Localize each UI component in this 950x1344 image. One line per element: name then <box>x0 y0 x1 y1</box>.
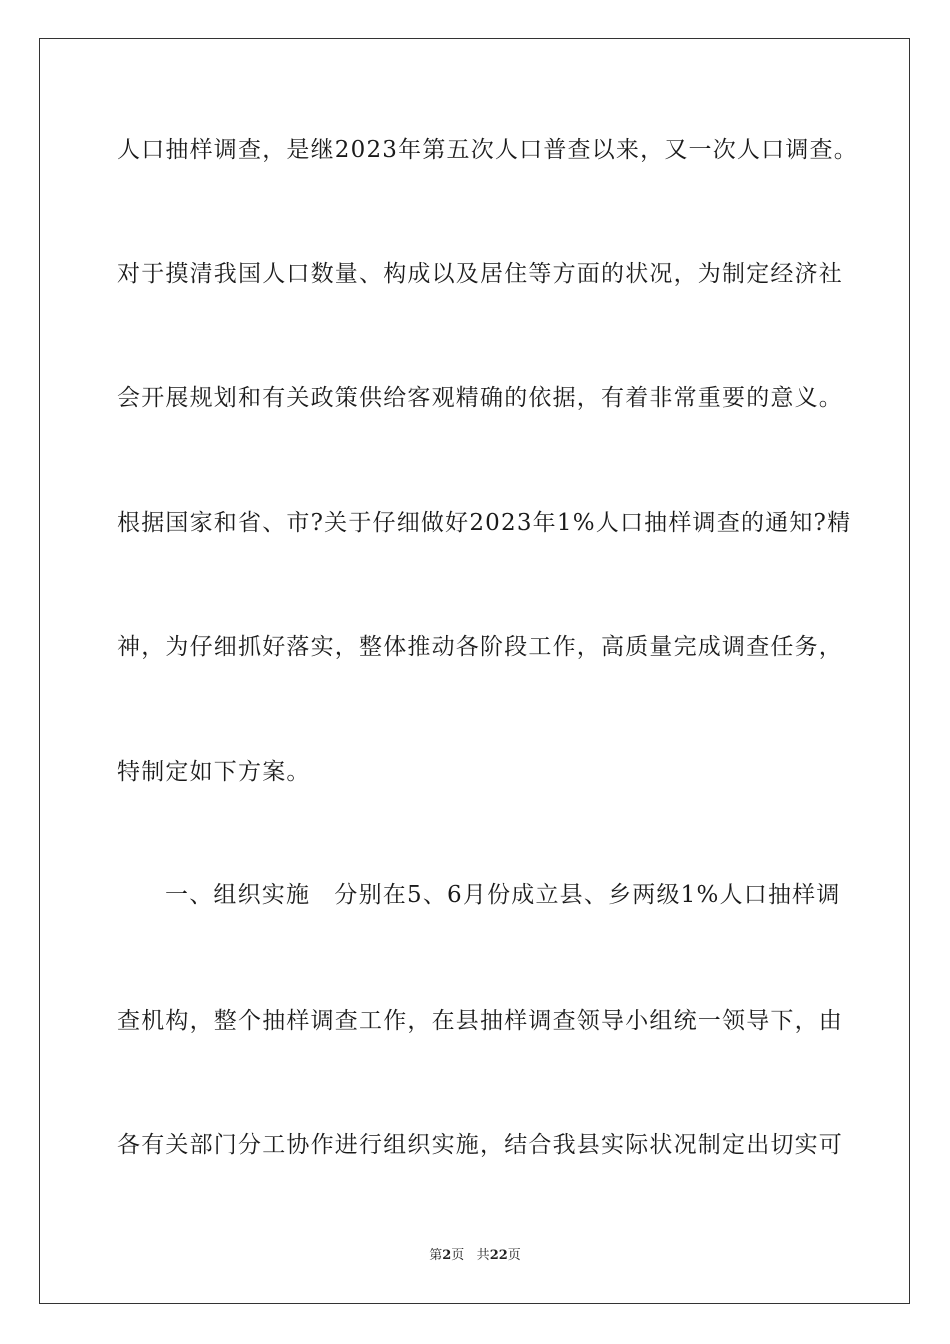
body-line-2: 对于摸清我国人口数量、构成以及居住等方面的状况，为制定经济社 <box>117 261 843 287</box>
body-line-5: 神，为仔细抓好落实，整体推动各阶段工作，高质量完成调查任务， <box>117 634 843 660</box>
footer-page-prefix: 第 <box>429 1248 443 1263</box>
footer-page-unit: 页 <box>451 1248 465 1263</box>
section-heading-line: 一、组织实施 分别在5、6月份成立县、乡两级1%人口抽样调 <box>165 882 841 908</box>
footer-page-number: 2 <box>442 1248 452 1263</box>
body-line-9: 各有关部门分工协作进行组织实施，结合我县实际状况制定出切实可 <box>117 1132 843 1158</box>
footer-total-pages: 22 <box>489 1248 508 1263</box>
page-border <box>39 38 910 1304</box>
page-footer <box>0 1247 950 1265</box>
body-line-8: 查机构，整个抽样调查工作，在县抽样调查领导小组统一领导下，由 <box>117 1008 843 1034</box>
body-line-3: 会开展规划和有关政策供给客观精确的依据，有着非常重要的意义。 <box>117 385 843 411</box>
body-line-6: 特制定如下方案。 <box>117 759 311 785</box>
body-line-1: 人口抽样调查，是继2023年第五次人口普查以来，又一次人口调查。 <box>117 137 858 163</box>
footer-total-prefix: 共 <box>476 1248 490 1263</box>
body-line-4: 根据国家和省、市?关于仔细做好2023年1%人口抽样调查的通知?精 <box>117 510 852 536</box>
footer-total-unit: 页 <box>507 1248 521 1263</box>
